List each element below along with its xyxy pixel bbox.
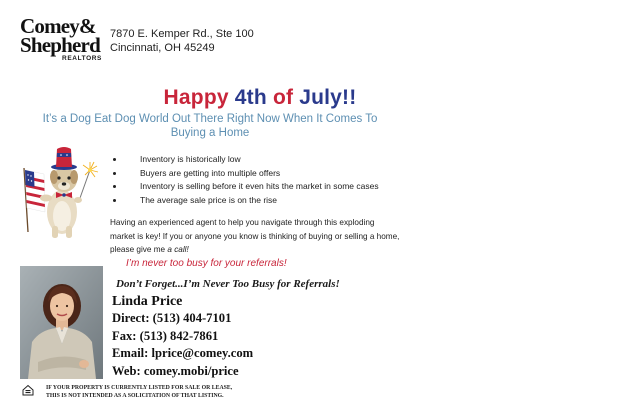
bullet-icon: [113, 199, 116, 202]
address-city: Cincinnati, OH 45249: [110, 41, 215, 54]
headline-word-2: 4th: [234, 86, 267, 109]
bullet-icon: [113, 172, 116, 175]
agent-website: Web: comey.mobi/price: [112, 363, 239, 378]
logo-line-1: Comey&: [20, 14, 96, 38]
agent-name: Linda Price: [112, 294, 183, 309]
bullet-icon: [113, 158, 116, 161]
logo-line-3: REALTORS: [62, 55, 102, 62]
bullet-icon: [113, 185, 116, 188]
referral-reminder: Don’t Forget...I’m Never Too Busy for Referrals!: [116, 278, 340, 290]
headline-word-1: Happy: [163, 86, 229, 109]
address-street: 7870 E. Kemper Rd., Ste 100: [110, 28, 254, 40]
agent-fax: Fax: (513) 842-7861: [112, 328, 219, 343]
disclaimer-line-1: IF YOUR PROPERTY IS CURRENTLY LISTED FOR SALE OR LEASE,: [46, 385, 233, 391]
paragraph-emphasis: a call!: [167, 245, 189, 254]
bullet-text: Inventory is historically low: [140, 154, 241, 164]
list-item: [110, 180, 379, 194]
bullet-text: The average sale price is on the rise: [140, 194, 278, 205]
listing-disclaimer: [46, 385, 232, 400]
subtitle: It’s a Dog Eat Dog World Out There Right Now When It Comes To Buying a Home: [42, 113, 378, 139]
page-title: [0, 86, 520, 110]
headline-word-3: of: [272, 86, 294, 109]
office-address: [110, 28, 254, 55]
bullet-text: Inventory is selling before it even hits the market in some cases: [140, 181, 379, 191]
list-item: [110, 153, 379, 167]
market-facts-list: [110, 153, 379, 207]
agent-email: Email: lprice@comey.com: [112, 346, 254, 360]
disclaimer-line-2: THIS IS NOT INTENDED AS A SOLICITATION OF THAT LISTING.: [46, 392, 224, 399]
headline-word-4: July!!: [299, 86, 357, 109]
dog-illustration: [18, 140, 100, 240]
intro-paragraph: [110, 216, 400, 257]
agent-direct-phone: Direct: (513) 404-7101: [112, 311, 232, 325]
equal-housing-icon: [22, 384, 34, 396]
agent-photo: [20, 266, 103, 379]
referral-tagline: I’m never too busy for your referrals!: [126, 258, 287, 269]
bullet-text: Buyers are getting into multiple offers: [140, 167, 281, 178]
logo-line-2: Shepherd: [20, 33, 100, 57]
list-item: [110, 167, 379, 181]
company-logo: [20, 16, 104, 66]
agent-contact-card: [112, 293, 253, 380]
list-item: [110, 194, 379, 208]
paragraph-text: Having an experienced agent to help you navigate through this exploding market is key! If you or anyone you know is thinking of buying or selling a home, please give me: [110, 218, 400, 254]
